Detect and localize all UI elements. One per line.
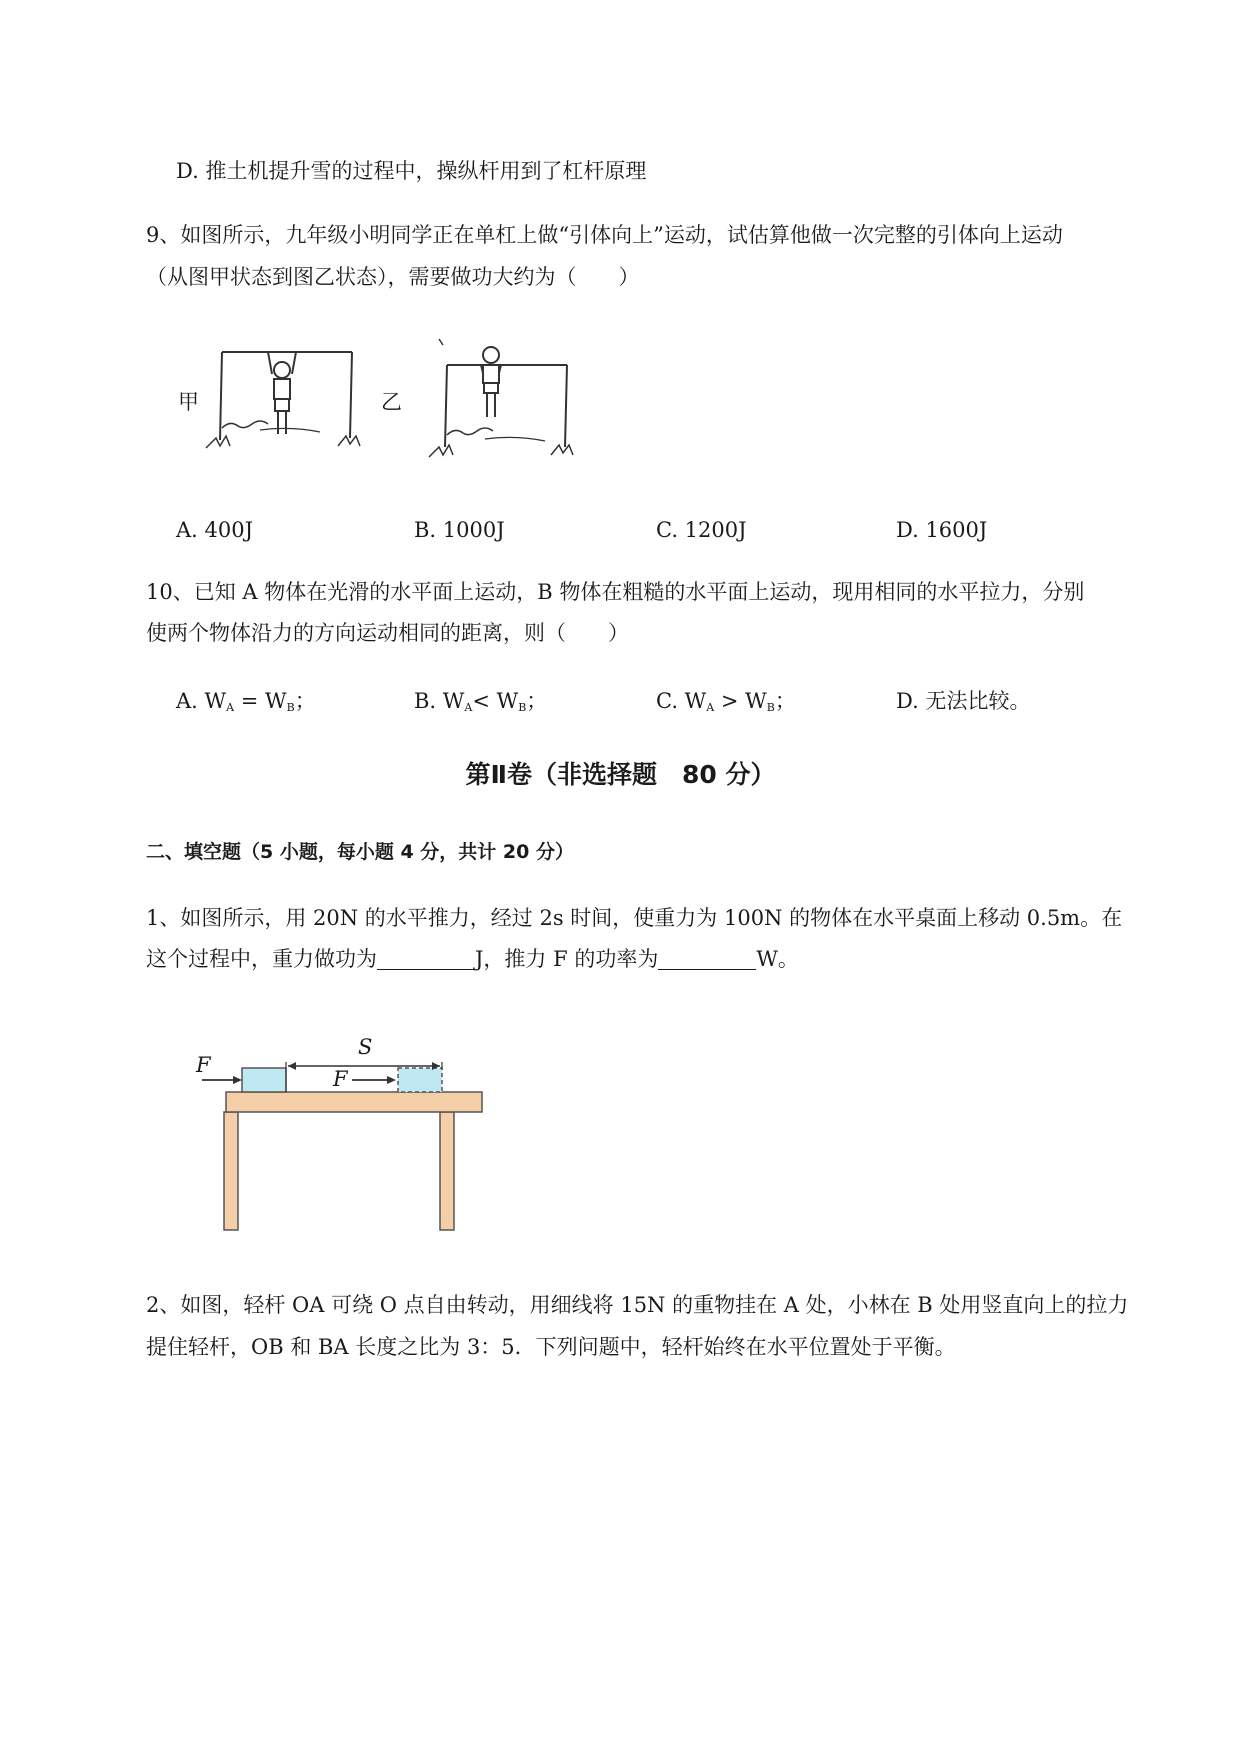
fill2-stem-line2: 提住轻杆，OB 和 BA 长度之比为 3：5．下列问题中，轻杆始终在水平位置处于平衡。 — [146, 1335, 956, 1359]
q10-option-d: D. 无法比较。 — [896, 689, 1031, 713]
fill1-table-figure — [190, 1020, 490, 1240]
q8-option-d: D. 推土机提升雪的过程中，操纵杆用到了杠杆原理 — [176, 159, 647, 183]
q9-option-a: A. 400J — [176, 518, 254, 542]
fill2-stem-line1: 2、如图，轻杆 OA 可绕 O 点自由转动，用细线将 15N 的重物挂在 A 处，小林在 B 处用竖直向上的拉力 — [146, 1293, 1129, 1317]
q10-option-b: B. $W_A< W_B$； — [414, 689, 548, 714]
fill1-fig-label-s: S — [358, 1035, 373, 1059]
q9-figure-b — [425, 335, 585, 465]
q10-stem-line1: 10、已知 A 物体在光滑的水平面上运动，B 物体在粗糙的水平面上运动，现用相同的水平拉力，分别 — [146, 580, 1085, 604]
q10-option-c: C. $W_A > W_B$； — [656, 689, 796, 714]
fill1-stem-line2: 这个过程中，重力做功为 J，推力 F 的功率为 W。 — [146, 947, 799, 971]
q9-option-d: D. 1600J — [896, 518, 988, 542]
part2-heading: 第Ⅱ卷（非选择题 80 分） — [465, 760, 776, 789]
q10-option-a: A. $W_A = W_B$； — [176, 689, 316, 714]
fill1-blank-gravity-work[interactable] — [377, 947, 475, 970]
fill1-stem-line1: 1、如图所示，用 20N 的水平推力，经过 2s 时间，使重力为 100N 的物体在水平桌面上移动 0.5m。在 — [146, 906, 1123, 930]
q9-option-c: C. 1200J — [656, 518, 747, 542]
fill1-fig-label-f2: F — [333, 1067, 348, 1091]
q9-stem-line2: （从图甲状态到图乙状态），需要做功大约为（ ） — [146, 265, 640, 289]
q10-stem-line2: 使两个物体沿力的方向运动相同的距离，则（ ） — [146, 621, 629, 645]
fill1-blank-power[interactable] — [658, 947, 756, 970]
q9-figure-a — [200, 340, 370, 460]
q9-option-b: B. 1000J — [414, 518, 505, 542]
q9-figure-label-a: 甲 — [178, 390, 199, 414]
q9-figure-label-b: 乙 — [381, 390, 402, 414]
fill1-fig-label-f1: F — [196, 1053, 211, 1077]
q9-stem-line1: 9、如图所示，九年级小明同学正在单杠上做“引体向上”运动，试估算他做一次完整的引体向上运动 — [146, 223, 1063, 247]
section2-heading: 二、填空题（5 小题，每小题 4 分，共计 20 分） — [146, 841, 574, 863]
